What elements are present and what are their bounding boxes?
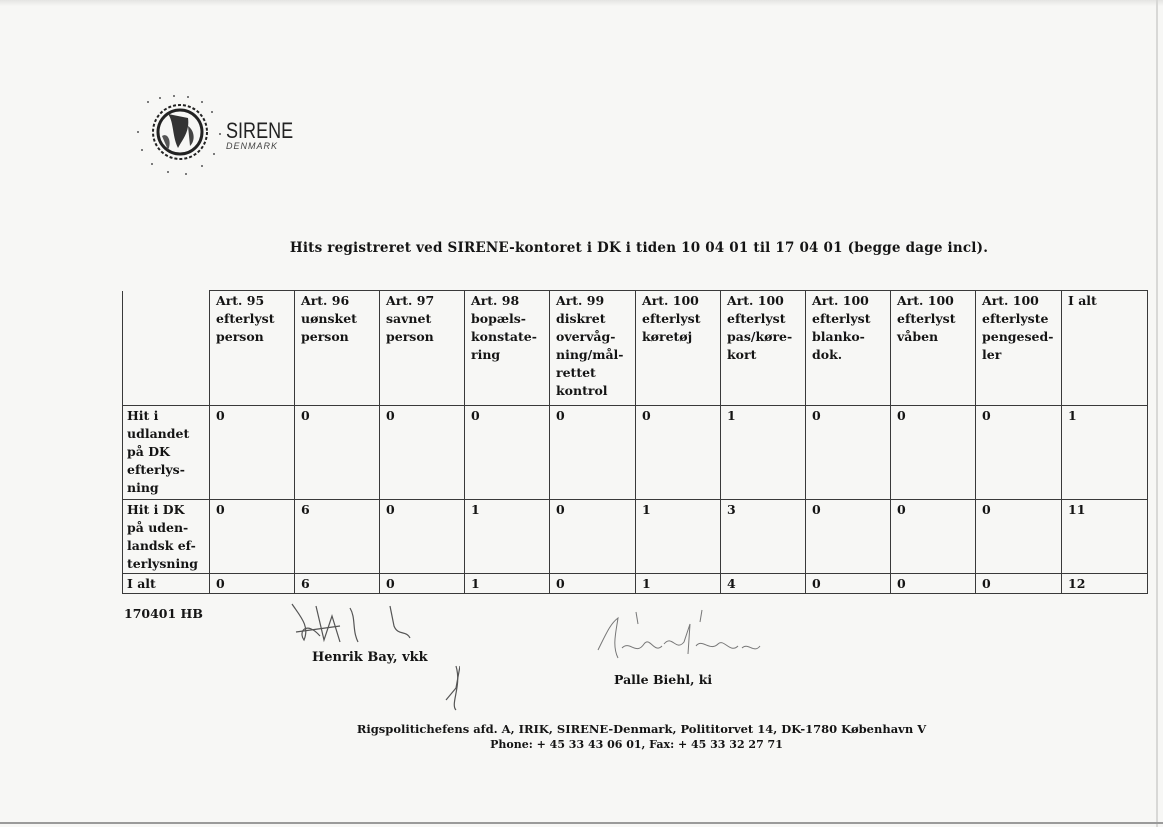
table-row — [123, 406, 1148, 500]
table-cell: 0 — [891, 406, 976, 500]
table-cell: 0 — [636, 406, 721, 500]
table-cell: 0 — [465, 406, 550, 500]
column-header: Art. 100 efterlyst køretøj — [636, 291, 721, 406]
column-header: Art. 100 efterlyst våben — [891, 291, 976, 406]
table-cell: 1 — [636, 574, 721, 594]
table-cell: 0 — [550, 500, 636, 574]
table-cell: 6 — [295, 574, 380, 594]
handwritten-signature-right — [592, 604, 802, 674]
table-cell: 0 — [380, 500, 465, 574]
column-header: Art. 98 bopæls-konstate-ring — [465, 291, 550, 406]
row-header: Hit i DK på uden-landsk ef-terlysning — [123, 500, 210, 574]
table-cell: 0 — [295, 406, 380, 500]
logo-name: SIRENE — [226, 118, 294, 143]
table-header-row — [123, 291, 1148, 406]
scan-edge-bottom — [0, 822, 1163, 824]
table-cell: 11 — [1062, 500, 1148, 574]
document-title: Hits registreret ved SIRENE-kontoret i DK i tiden 10 04 01 til 17 04 01 (begge dage incl). — [289, 240, 989, 256]
date-initials-stamp: 170401 HB — [124, 606, 203, 621]
table-cell: 0 — [891, 500, 976, 574]
table-cell: 0 — [806, 574, 891, 594]
table-cell: 0 — [976, 500, 1062, 574]
table-cell: 1 — [721, 406, 806, 500]
column-header: Art. 95 efterlyst person — [210, 291, 295, 406]
column-header: Art. 99 diskret overvåg-ning/mål-rettet kontrol — [550, 291, 636, 406]
table-cell: 12 — [1062, 574, 1148, 594]
table-cell: 0 — [806, 406, 891, 500]
table-cell: 0 — [380, 574, 465, 594]
column-header: Art. 100 efterlyst blanko-dok. — [806, 291, 891, 406]
table-cell: 4 — [721, 574, 806, 594]
table-cell: 1 — [636, 500, 721, 574]
table-cell: 0 — [380, 406, 465, 500]
column-header: Art. 97 savnet person — [380, 291, 465, 406]
column-header: Art. 96 uønsket person — [295, 291, 380, 406]
signatory-right: Palle Biehl, ki — [614, 672, 713, 687]
table-corner-cell — [123, 291, 210, 406]
table-cell: 1 — [465, 500, 550, 574]
column-header: Art. 100 efterlyste pengesed-ler — [976, 291, 1062, 406]
table-cell: 0 — [550, 574, 636, 594]
row-header: I alt — [123, 574, 210, 594]
table-cell: 0 — [210, 500, 295, 574]
table-cell: 0 — [976, 406, 1062, 500]
column-header: Art. 100 efterlyst pas/køre-kort — [721, 291, 806, 406]
table-row — [123, 500, 1148, 574]
logo-subtitle: DENMARK — [226, 141, 279, 151]
hits-table — [122, 290, 1148, 594]
table-cell: 0 — [891, 574, 976, 594]
table-cell: 1 — [465, 574, 550, 594]
scan-edge-top — [0, 0, 1163, 6]
table-cell: 0 — [550, 406, 636, 500]
table-cell: 0 — [976, 574, 1062, 594]
column-header: I alt — [1062, 291, 1148, 406]
scan-edge-right — [1156, 0, 1158, 827]
row-header: Hit i udlandet på DK efterlys-ning — [123, 406, 210, 500]
table-cell: 0 — [210, 406, 295, 500]
table-cell: 0 — [806, 500, 891, 574]
footer-contact: Phone: + 45 33 43 06 01, Fax: + 45 33 32 27 71 — [490, 738, 783, 751]
table-cell: 6 — [295, 500, 380, 574]
table-cell: 3 — [721, 500, 806, 574]
table-cell: 1 — [1062, 406, 1148, 500]
signatory-left: Henrik Bay, vkk — [312, 650, 428, 665]
table-cell: 0 — [210, 574, 295, 594]
footer-address: Rigspolitichefens afd. A, IRIK, SIRENE-Denmark, Polititorvet 14, DK-1780 København V — [356, 722, 927, 736]
table-row — [123, 574, 1148, 594]
